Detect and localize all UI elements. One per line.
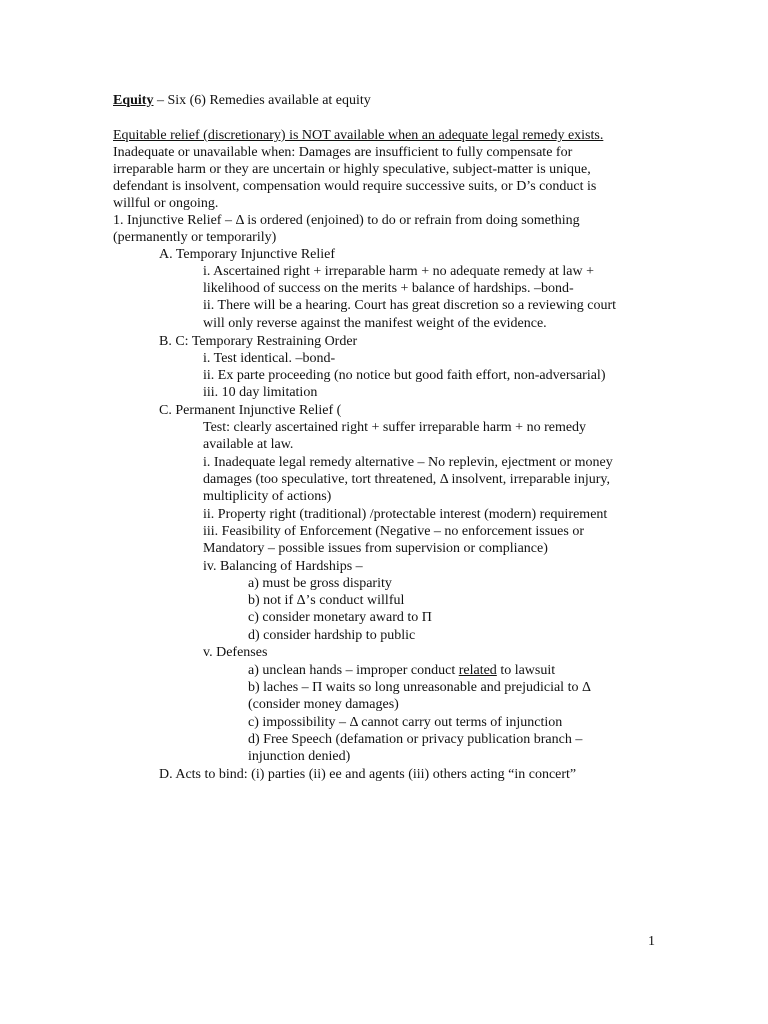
intro-line: Inadequate or unavailable when: Damages are insufficient to fully compensate for xyxy=(113,145,573,160)
section-a-line: i. Ascertained right + irreparable harm + no adequate remedy at law + xyxy=(203,264,595,279)
section-c-line: Test: clearly ascertained right + suffer irreparable harm + no remedy xyxy=(203,420,587,435)
defense-item xyxy=(248,662,555,679)
page-number: 1 xyxy=(648,934,655,949)
section-c-line: i. Inadequate legal remedy alternative – No replevin, ejectment or money xyxy=(203,455,613,470)
section-a-line: will only reverse against the manifest weight of the evidence. xyxy=(203,316,547,331)
hardship-item: c) consider monetary award to Π xyxy=(248,610,432,625)
section-c-line: iii. Feasibility of Enforcement (Negative – no enforcement issues or xyxy=(203,524,585,539)
defense-item: c) impossibility – Δ cannot carry out terms of injunction xyxy=(248,715,563,730)
section-1-line: 1. Injunctive Relief – Δ is ordered (enjoined) to do or refrain from doing something xyxy=(113,213,580,228)
document-title xyxy=(113,92,371,109)
defense-a-pre: a) unclean hands – improper conduct xyxy=(248,663,459,678)
defense-item: b) laches – Π waits so long unreasonable and prejudicial to Δ xyxy=(248,680,591,695)
section-b-line: iii. 10 day limitation xyxy=(203,385,318,400)
intro-line: defendant is insolvent, compensation would require successive suits, or D’s conduct is xyxy=(113,179,597,194)
section-d-heading: D. Acts to bind: (i) parties (ii) ee and agents (iii) others acting “in concert” xyxy=(159,767,577,782)
section-c-line: available at law. xyxy=(203,437,294,452)
defenses-heading: v. Defenses xyxy=(203,645,268,660)
section-c-line: damages (too speculative, tort threatened, Δ insolvent, irreparable injury, xyxy=(203,472,610,487)
intro-underlined: Equitable relief (discretionary) is NOT available when an adequate legal remedy exists. xyxy=(113,128,604,143)
hardship-item: b) not if Δ’s conduct willful xyxy=(248,593,405,608)
section-b-line: ii. Ex parte proceeding (no notice but good faith effort, non-adversarial) xyxy=(203,368,606,383)
defense-item: injunction denied) xyxy=(248,749,351,764)
title-label: Equity xyxy=(113,93,154,108)
defense-item: d) Free Speech (defamation or privacy publication branch – xyxy=(248,732,583,747)
intro-line: irreparable harm or they are uncertain or highly speculative, subject-matter is unique, xyxy=(113,162,591,177)
defense-item: (consider money damages) xyxy=(248,697,399,712)
hardship-item: a) must be gross disparity xyxy=(248,576,392,591)
section-1-line: (permanently or temporarily) xyxy=(113,230,277,245)
section-c-line: Mandatory – possible issues from supervision or compliance) xyxy=(203,541,548,556)
section-b-heading: B. C: Temporary Restraining Order xyxy=(159,334,358,349)
section-c-line: multiplicity of actions) xyxy=(203,489,332,504)
section-b-line: i. Test identical. –bond- xyxy=(203,351,336,366)
title-rest: – Six (6) Remedies available at equity xyxy=(153,93,371,108)
intro-line: willful or ongoing. xyxy=(113,196,219,211)
section-c-line: ii. Property right (traditional) /protectable interest (modern) requirement xyxy=(203,507,608,522)
section-c-line: iv. Balancing of Hardships – xyxy=(203,559,363,574)
section-a-line: ii. There will be a hearing. Court has great discretion so a reviewing court xyxy=(203,298,616,313)
section-a-heading: A. Temporary Injunctive Relief xyxy=(159,247,336,262)
hardship-item: d) consider hardship to public xyxy=(248,628,416,643)
section-a-line: likelihood of success on the merits + balance of hardships. –bond- xyxy=(203,281,574,296)
defense-a-underlined: related xyxy=(458,663,497,678)
defense-a-post: to lawsuit xyxy=(496,663,556,678)
section-c-heading: C. Permanent Injunctive Relief ( xyxy=(159,403,342,418)
